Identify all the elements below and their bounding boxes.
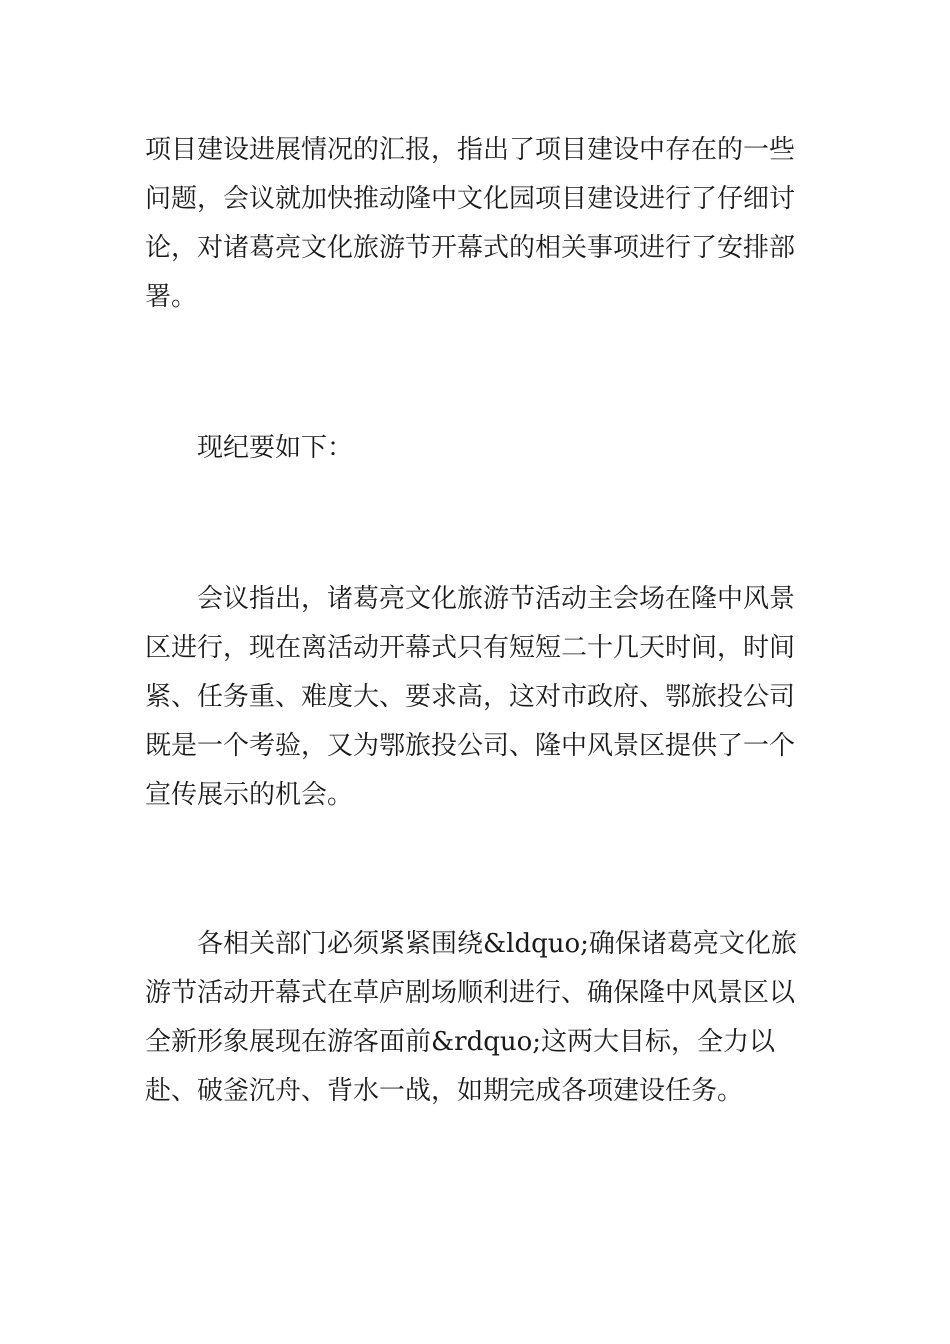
paragraph-meeting-points: 会议指出，诸葛亮文化旅游节活动主会场在隆中风景区进行，现在离活动开幕式只有短短二十几天时间，时间紧、任务重、难度大、要求高，这对市政府、鄂旅投公司既是一个考验，又为鄂旅投公司、隆中风景区提供了一个宣传展示的机会。 xyxy=(145,584,796,810)
paragraph-department-goals: 各相关部门必须紧紧围绕&ldquo;确保诸葛亮文化旅游节活动开幕式在草庐剧场顺利进行、确保隆中风景区以全新形象展现在游客面前&rdquo;这两大目标，全力以赴、破釜沉舟、背水一战，如期完成各项建设任务。 xyxy=(145,929,797,1106)
paragraph-minutes-intro: 现纪要如下： xyxy=(197,433,354,463)
paragraph-continuation: 项目建设进展情况的汇报，指出了项目建设中存在的一些问题，会议就加快推动隆中文化园项目建设进行了仔细讨论，对诸葛亮文化旅游节开幕式的相关事项进行了安排部署。 xyxy=(145,135,796,312)
